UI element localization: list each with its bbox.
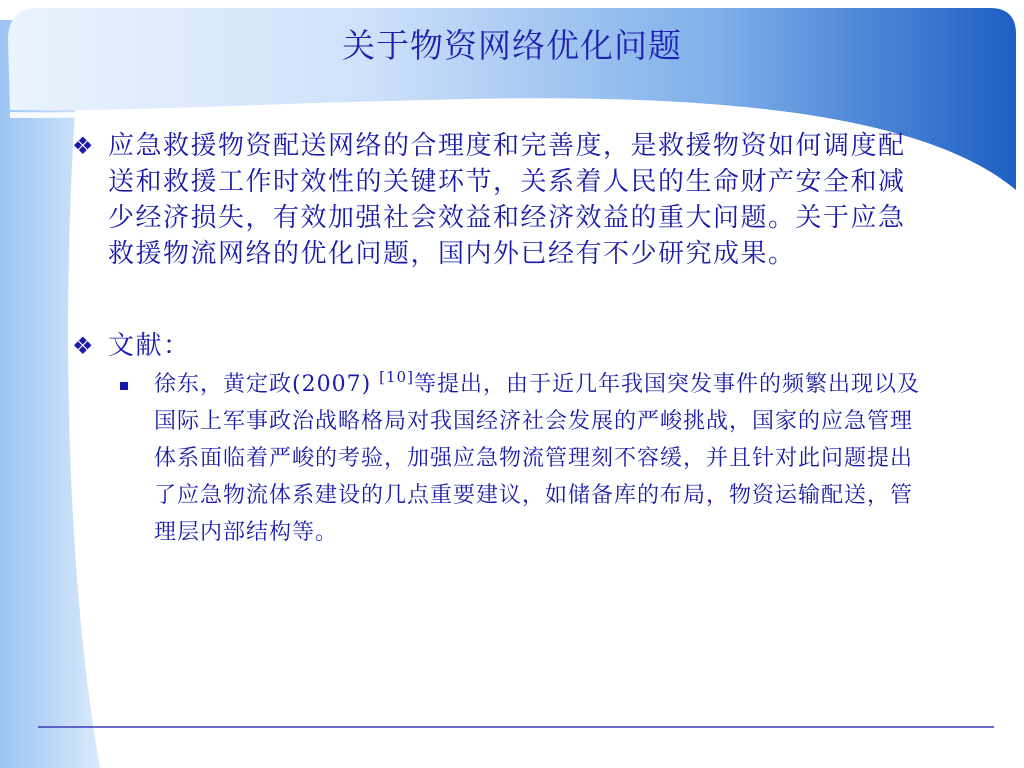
sub-bullet-text [154, 366, 934, 551]
reference-authors: 徐东，黄定政(2007) [154, 372, 380, 397]
citation-marker: [10] [379, 368, 414, 386]
sub-bullet-item [120, 366, 952, 551]
slide-title: 关于物资网络优化问题 [342, 26, 682, 65]
slide-content [72, 128, 952, 551]
diamond-bullet-icon: ❖ [72, 332, 94, 360]
square-bullet-icon [120, 366, 154, 403]
bullet-item-2 [72, 328, 952, 364]
bullet-text-1: 应急救援物资配送网络的合理度和完善度，是救援物资如何调度配送和救援工作时效性的关键环节，关系着人民的生命财产安全和减少经济损失，有效加强社会效益和经济效益的重大问题。关于应急救援物流网络的优化问题，国内外已经有不少研究成果。 [108, 131, 906, 269]
bullet-item-1 [72, 128, 952, 272]
diamond-bullet-icon: ❖ [72, 132, 94, 160]
reference-body: 等提出，由于近几年我国突发事件的频繁出现以及国际上军事政治战略格局对我国经济社会发展的严峻挑战，国家的应急管理体系面临着严峻的考验，加强应急物流管理刻不容缓，并且针对此问题提出了应急物流体系建设的几点重要建议，如储备库的布局，物资运输配送，管理层内部结构等。 [154, 372, 920, 545]
bullet-text-2: 文献： [108, 331, 191, 361]
